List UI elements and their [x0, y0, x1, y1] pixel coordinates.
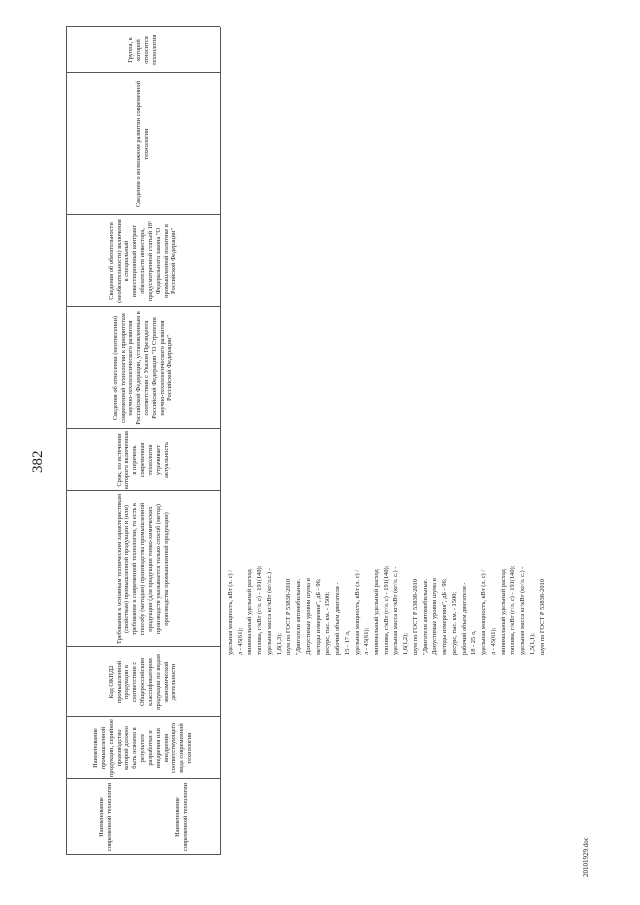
spec-line: 18 - 25 л,: [470, 630, 478, 655]
column-divider: [66, 428, 220, 429]
spec-line: Допустимые уровни шума и: [431, 578, 439, 655]
spec-line: л - 45(61);: [363, 627, 371, 655]
spec-line: 1,8(1,3);: [275, 632, 283, 655]
header-technology-group: Группа, к которой относится технология: [127, 34, 158, 66]
header-technical-requirements: Требования к основным техническим характеристикам (свойствам) промышленной продукции и (или) требования к современной технологии, то есть к способу (методам) производства промышленной продукции (для продукции тонко-химических производств указывается только способ (метод) производства промышленной продукции): [115, 493, 170, 645]
table-top-border: [66, 27, 67, 855]
specification-text: [226, 566, 547, 655]
spec-line: удельная мощность, кВт (л. с) /: [353, 569, 361, 655]
column-divider: [66, 716, 220, 717]
spec-line: л - 45(61);: [489, 627, 497, 655]
spec-line: минимальный удельный расход: [373, 569, 381, 655]
spec-line: удельная мощность, кВт (л. с) /: [227, 569, 234, 655]
spec-line: топлива, г/кВт (г/л. с) - 191(140);: [509, 565, 517, 655]
column-divider: [66, 646, 220, 647]
spec-line: л - 45(61);: [236, 627, 244, 655]
spec-line: топлива, г/кВт (г/л. с) - 191(140);: [256, 565, 264, 655]
column-divider: [66, 490, 220, 491]
spec-line: минимальный удельный расход: [246, 569, 254, 655]
spec-line: шум по ГОСТ Р 53838-2010: [538, 579, 546, 655]
spec-line: "Двигатели автомобильные.: [295, 578, 303, 655]
spec-line: методы измерения", дБ - 96;: [314, 578, 322, 655]
spec-line: топлива, г/кВт (г/л. с) - 191(140);: [382, 565, 390, 655]
column-divider: [66, 854, 220, 855]
spec-line: Допустимые уровни шума и: [304, 578, 312, 655]
column-divider: [66, 72, 220, 73]
table-header-bottom-border: [220, 27, 221, 855]
spec-line: удельная масса кг/кВт (кг/л.с.) -: [265, 568, 273, 655]
header-technology-name: Наименование современной технологии: [98, 782, 113, 852]
header-priority-relation: Сведения об отнесении (неотнесении) современной технологии к приоритетам научно-технологического развития Российской Федерации, установленным в соответствии с Указом Президента Российской Федерации "О Стратегии научно-технологического развития Российской Федерации": [111, 311, 174, 425]
spec-line: удельная масса кг/кВт (кг/л. с.) -: [392, 566, 400, 655]
spec-line: удельная мощность, кВт (л. с) /: [480, 569, 488, 655]
spec-line: шум по ГОСТ Р 53838-2010: [411, 579, 419, 655]
spec-line: шум по ГОСТ Р 53838-2010: [285, 579, 293, 655]
spec-line: ресурс, тыс. км. - 1500;: [324, 591, 332, 655]
footer-filename: 20101929.doc: [582, 837, 590, 877]
column-divider: [66, 26, 220, 27]
row-technology-name-label: Наименование современной технологии: [174, 782, 189, 852]
column-divider: [66, 306, 220, 307]
header-relevance-period: Срок, по истечении которого включенная в перечень современная технология утрачивает актуальность: [115, 431, 170, 489]
spec-line: 15 - 17 л,: [343, 630, 351, 655]
header-development-info: Сведения о возможном развитии современной технологии: [135, 80, 150, 208]
spec-line: удельная масса кг/кВт (кг/л. с.) -: [519, 566, 527, 655]
spec-line: 1,5(1,1);: [528, 632, 536, 655]
page-number: 382: [30, 450, 46, 473]
rotated-document-page: [0, 25, 600, 885]
spec-line: методы измерения", дБ - 96;: [441, 578, 449, 655]
spec-line: ресурс, тыс. км. - 1500;: [450, 591, 458, 655]
header-investment-contract: Сведения об обязательности (необязательности) включения в специальный инвестиционный контракт обязательств инвестора, предусмотренной статьей 18¹ Федерального закона "О промышленной политике в Российской Федерации": [107, 219, 178, 303]
column-divider: [66, 214, 220, 215]
spec-line: "Двигатели автомобильные.: [421, 578, 429, 655]
column-divider: [66, 778, 220, 779]
spec-line: рабочий объем двигателя -: [460, 582, 468, 655]
header-product-name: Наименование промышленной продукции, серийное производство которой должно быть освоено в результате разработки и внедрения или внедрения соответствующего вида современной технологии: [92, 719, 193, 777]
spec-line: минимальный удельный расход: [499, 569, 507, 655]
spec-line: 1,6(1,2);: [402, 632, 410, 655]
header-okpd2-code: Код ОКПД2 промышленной продукции в соответствии с Общероссийским классификатором продукции по видам экономической деятельности: [107, 654, 178, 710]
spec-line: рабочий объем двигателя -: [334, 582, 342, 655]
